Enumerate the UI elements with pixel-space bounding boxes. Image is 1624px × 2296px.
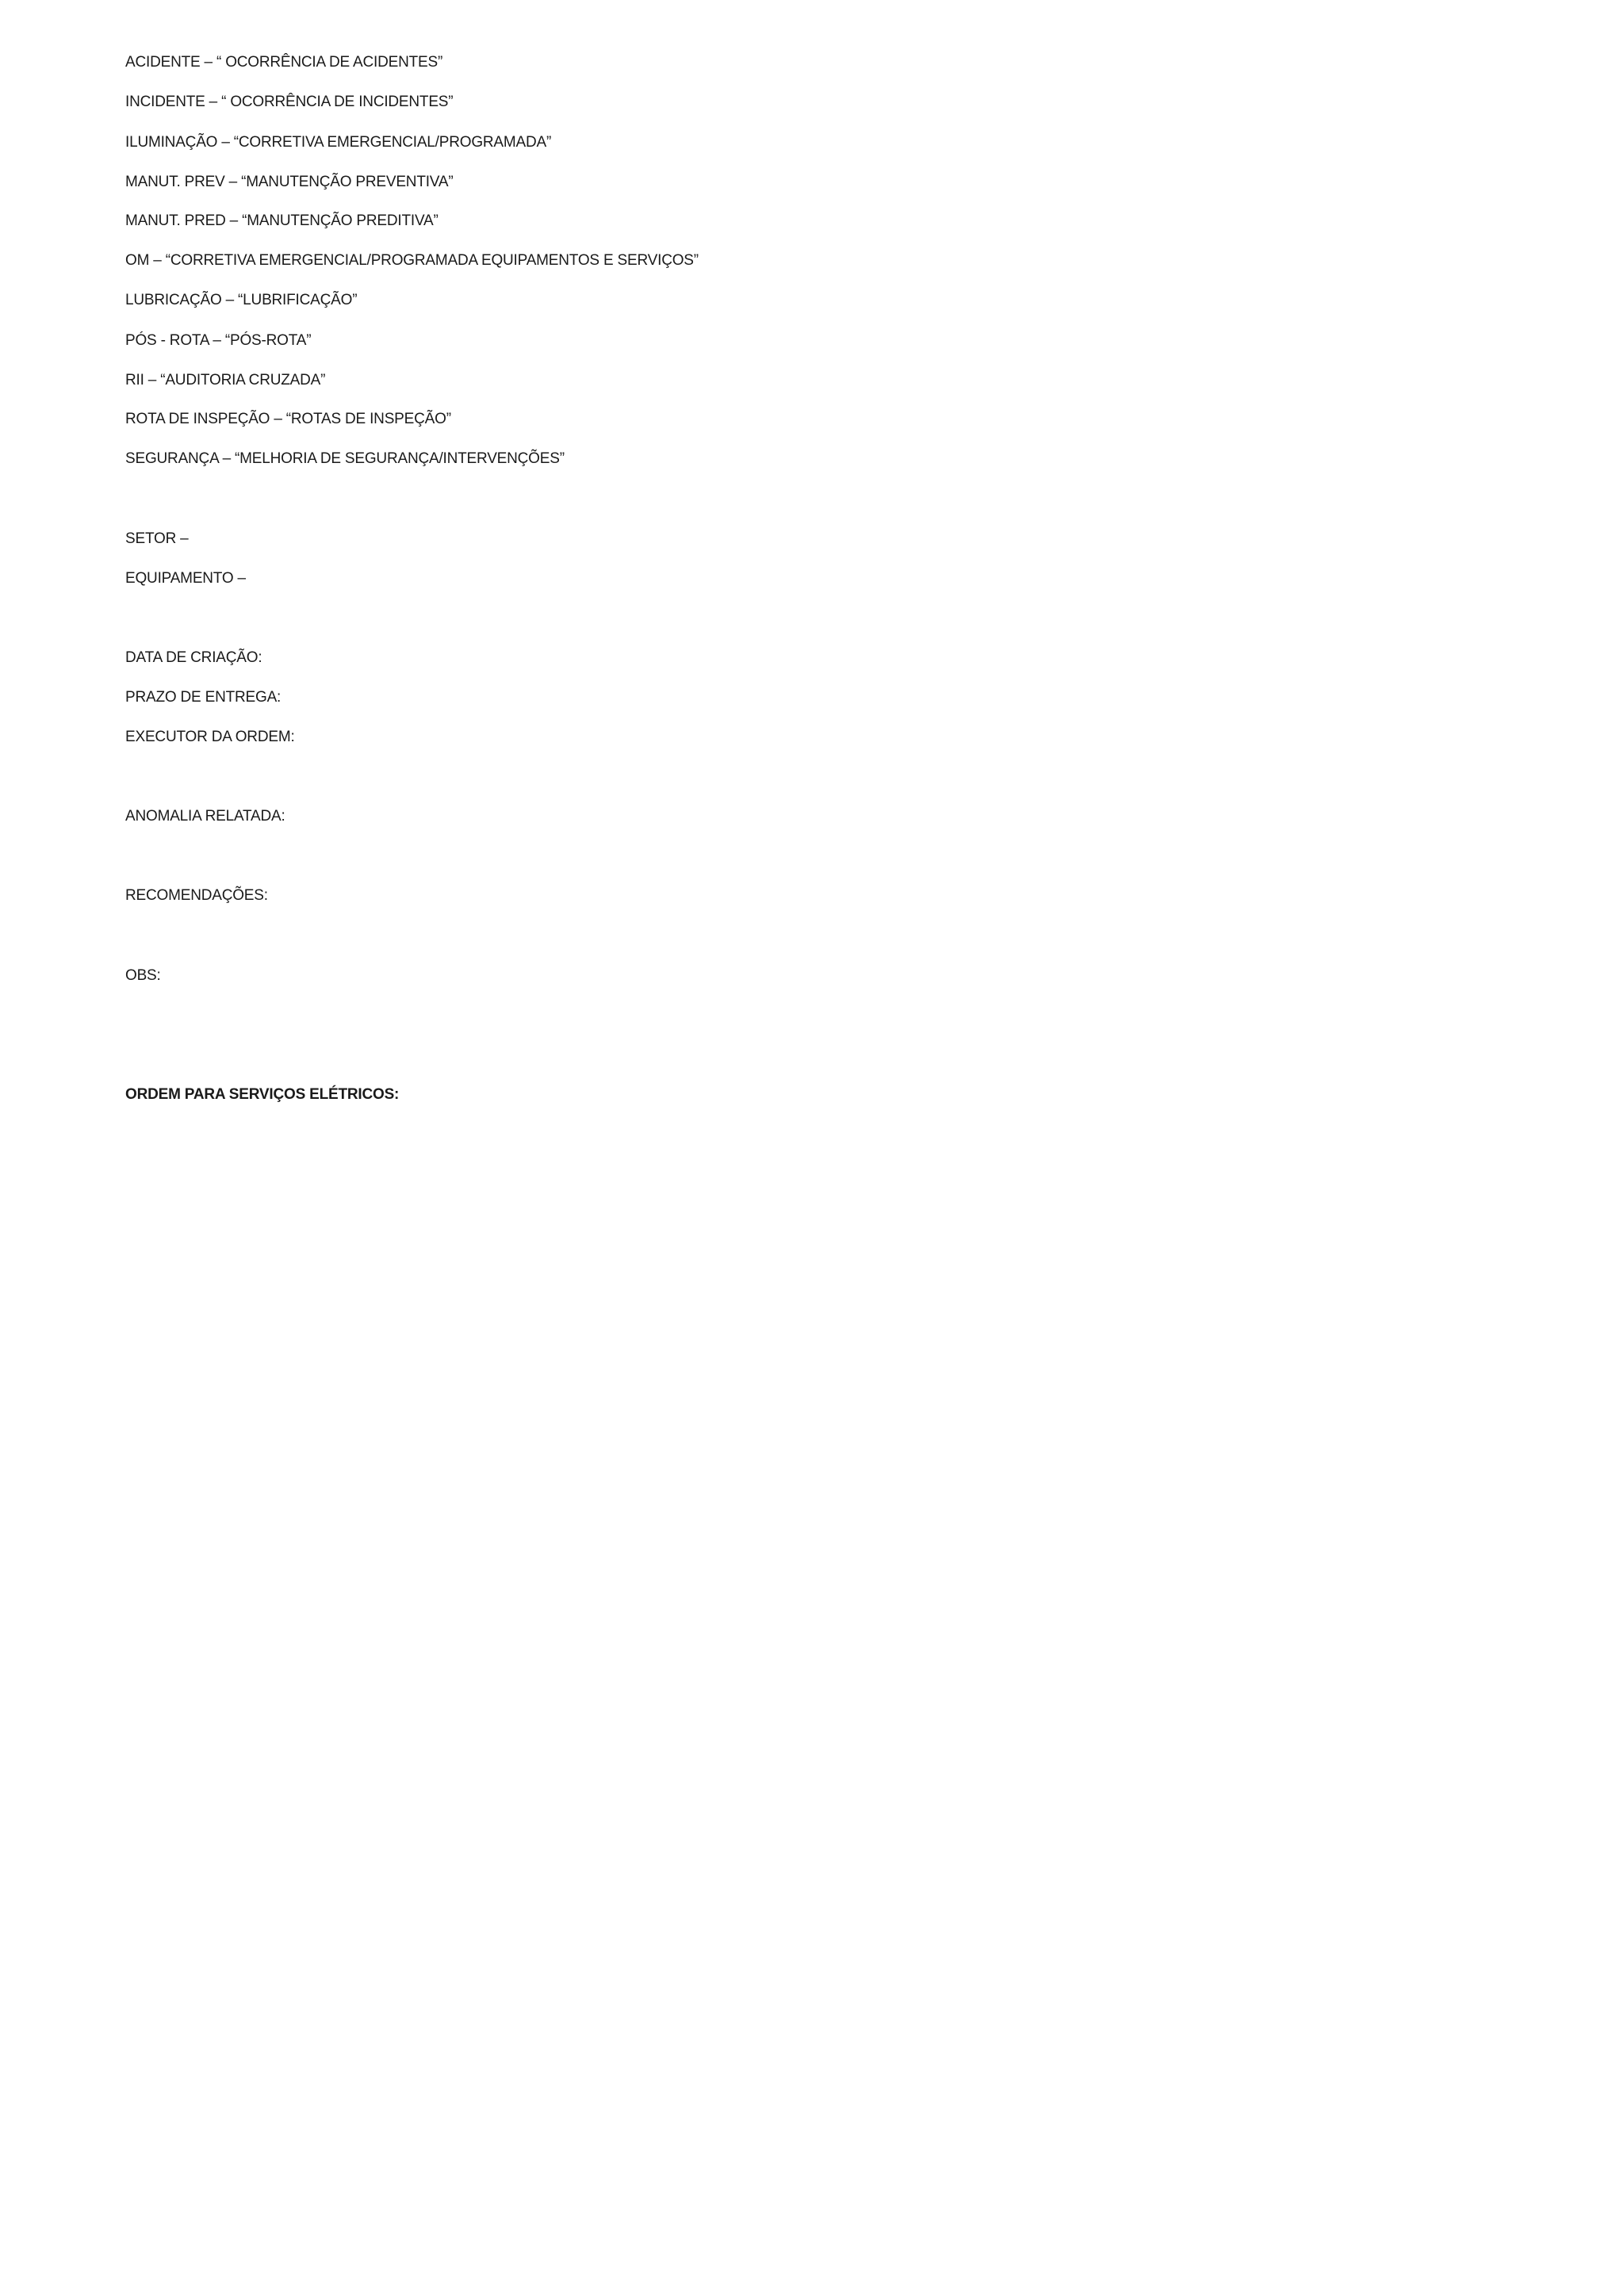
code-item-rii: RII – “AUDITORIA CRUZADA”: [125, 372, 326, 388]
code-item-seguranca: SEGURANÇA – “MELHORIA DE SEGURANÇA/INTERVENÇÕES”: [125, 450, 565, 467]
field-label-obs: OBS:: [125, 967, 161, 984]
field-label-anomalia: ANOMALIA RELATADA:: [125, 808, 285, 825]
field-label-setor: SETOR –: [125, 530, 189, 547]
code-item-acidente: ACIDENTE – “ OCORRÊNCIA DE ACIDENTES”: [125, 54, 443, 71]
field-label-data-criacao: DATA DE CRIAÇÃO:: [125, 649, 262, 666]
code-item-rota-inspecao: ROTA DE INSPEÇÃO – “ROTAS DE INSPEÇÃO”: [125, 411, 451, 427]
code-item-incidente: INCIDENTE – “ OCORRÊNCIA DE INCIDENTES”: [125, 94, 454, 110]
field-label-equipamento: EQUIPAMENTO –: [125, 570, 246, 587]
code-item-iluminacao: ILUMINAÇÃO – “CORRETIVA EMERGENCIAL/PROGRAMADA”: [125, 134, 552, 151]
field-label-executor: EXECUTOR DA ORDEM:: [125, 729, 295, 745]
field-label-recomendacoes: RECOMENDAÇÕES:: [125, 887, 268, 904]
code-item-pos-rota: PÓS - ROTA – “PÓS-ROTA”: [125, 332, 312, 349]
section-title: ORDEM PARA SERVIÇOS ELÉTRICOS:: [125, 1086, 400, 1103]
code-item-manut-prev: MANUT. PREV – “MANUTENÇÃO PREVENTIVA”: [125, 174, 454, 190]
code-item-lubricacao: LUBRICAÇÃO – “LUBRIFICAÇÃO”: [125, 292, 358, 308]
field-label-prazo-entrega: PRAZO DE ENTREGA:: [125, 689, 282, 706]
code-item-manut-pred: MANUT. PRED – “MANUTENÇÃO PREDITIVA”: [125, 212, 439, 229]
code-item-om: OM – “CORRETIVA EMERGENCIAL/PROGRAMADA EQUIPAMENTOS E SERVIÇOS”: [125, 252, 699, 269]
document-page: [0, 0, 875, 1238]
